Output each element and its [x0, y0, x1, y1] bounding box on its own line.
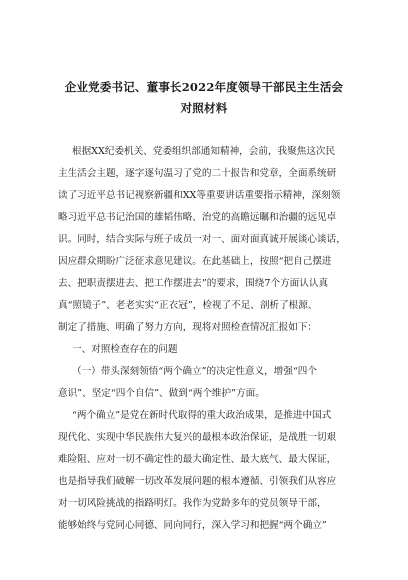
body-line: 根据XX纪委机关、党委组织部通知精神，会前，我聚焦这次民 [72, 146, 336, 157]
document-title-line-1: 企业党委书记、董事长2022年度领导干部民主生活会 [64, 80, 344, 94]
subsection-heading-line: （一）带头深刻领悟“两个确立”的决定性意义，增强“四个 [72, 366, 317, 377]
body-line: 读了习近平总书记视察新疆和XX等重要讲话重要指示精神，深刻领 [58, 190, 341, 201]
subsection-heading-line: 意识”、坚定“四个自信”、做到“两个维护”方面。 [58, 388, 265, 399]
body-line: 能够始终与党同心同德、同向同行，深入学习和把握“两个确立” [58, 520, 327, 531]
body-line: 真“照镜子”、老老实实“正衣冠”，检视了不足、剖析了根源、 [58, 300, 318, 311]
body-line: 难险阻、应对一切不确定性的最大确定性、最大底气、最大保证， [58, 454, 337, 465]
body-line: 制定了措施、明确了努力方向，现将对照检查情况汇报如下： [58, 322, 318, 333]
body-line: “两个确立”是党在新时代取得的重大政治成果，是推进中国式 [72, 410, 332, 421]
body-line: 主生活会主题，逐字逐句温习了党的二十报告和党章，全面系统研 [58, 168, 337, 179]
document-title-line-2: 对照材料 [180, 101, 228, 115]
body-line: 也是指导我们破解一切改革发展问题的根本遵循、引领我们从容应 [58, 476, 337, 487]
body-line: 对一切风险挑战的指路明灯。我作为党龄多年的党员领导干部， [58, 498, 327, 509]
body-line: 现代化、实现中华民族伟大复兴的最根本政治保证，是战胜一切艰 [58, 432, 337, 443]
body-line: 略习近平总书记治国的雄韬伟略、治党的高瞻远瞩和治疆的远见卓 [58, 212, 337, 223]
body-line: 去、把职责摆进去、把工作摆进去”的要求，围绕7个方面认认真 [58, 278, 329, 289]
body-line: 因应群众期盼广泛征求意见建议。在此基础上，按照“把自己摆进 [58, 256, 332, 267]
section-heading: 一、对照检查存在的问题 [72, 344, 178, 355]
body-line: 识。同时，结合实际与班子成员一对一、面对面真诚开展谈心谈话， [58, 234, 346, 245]
